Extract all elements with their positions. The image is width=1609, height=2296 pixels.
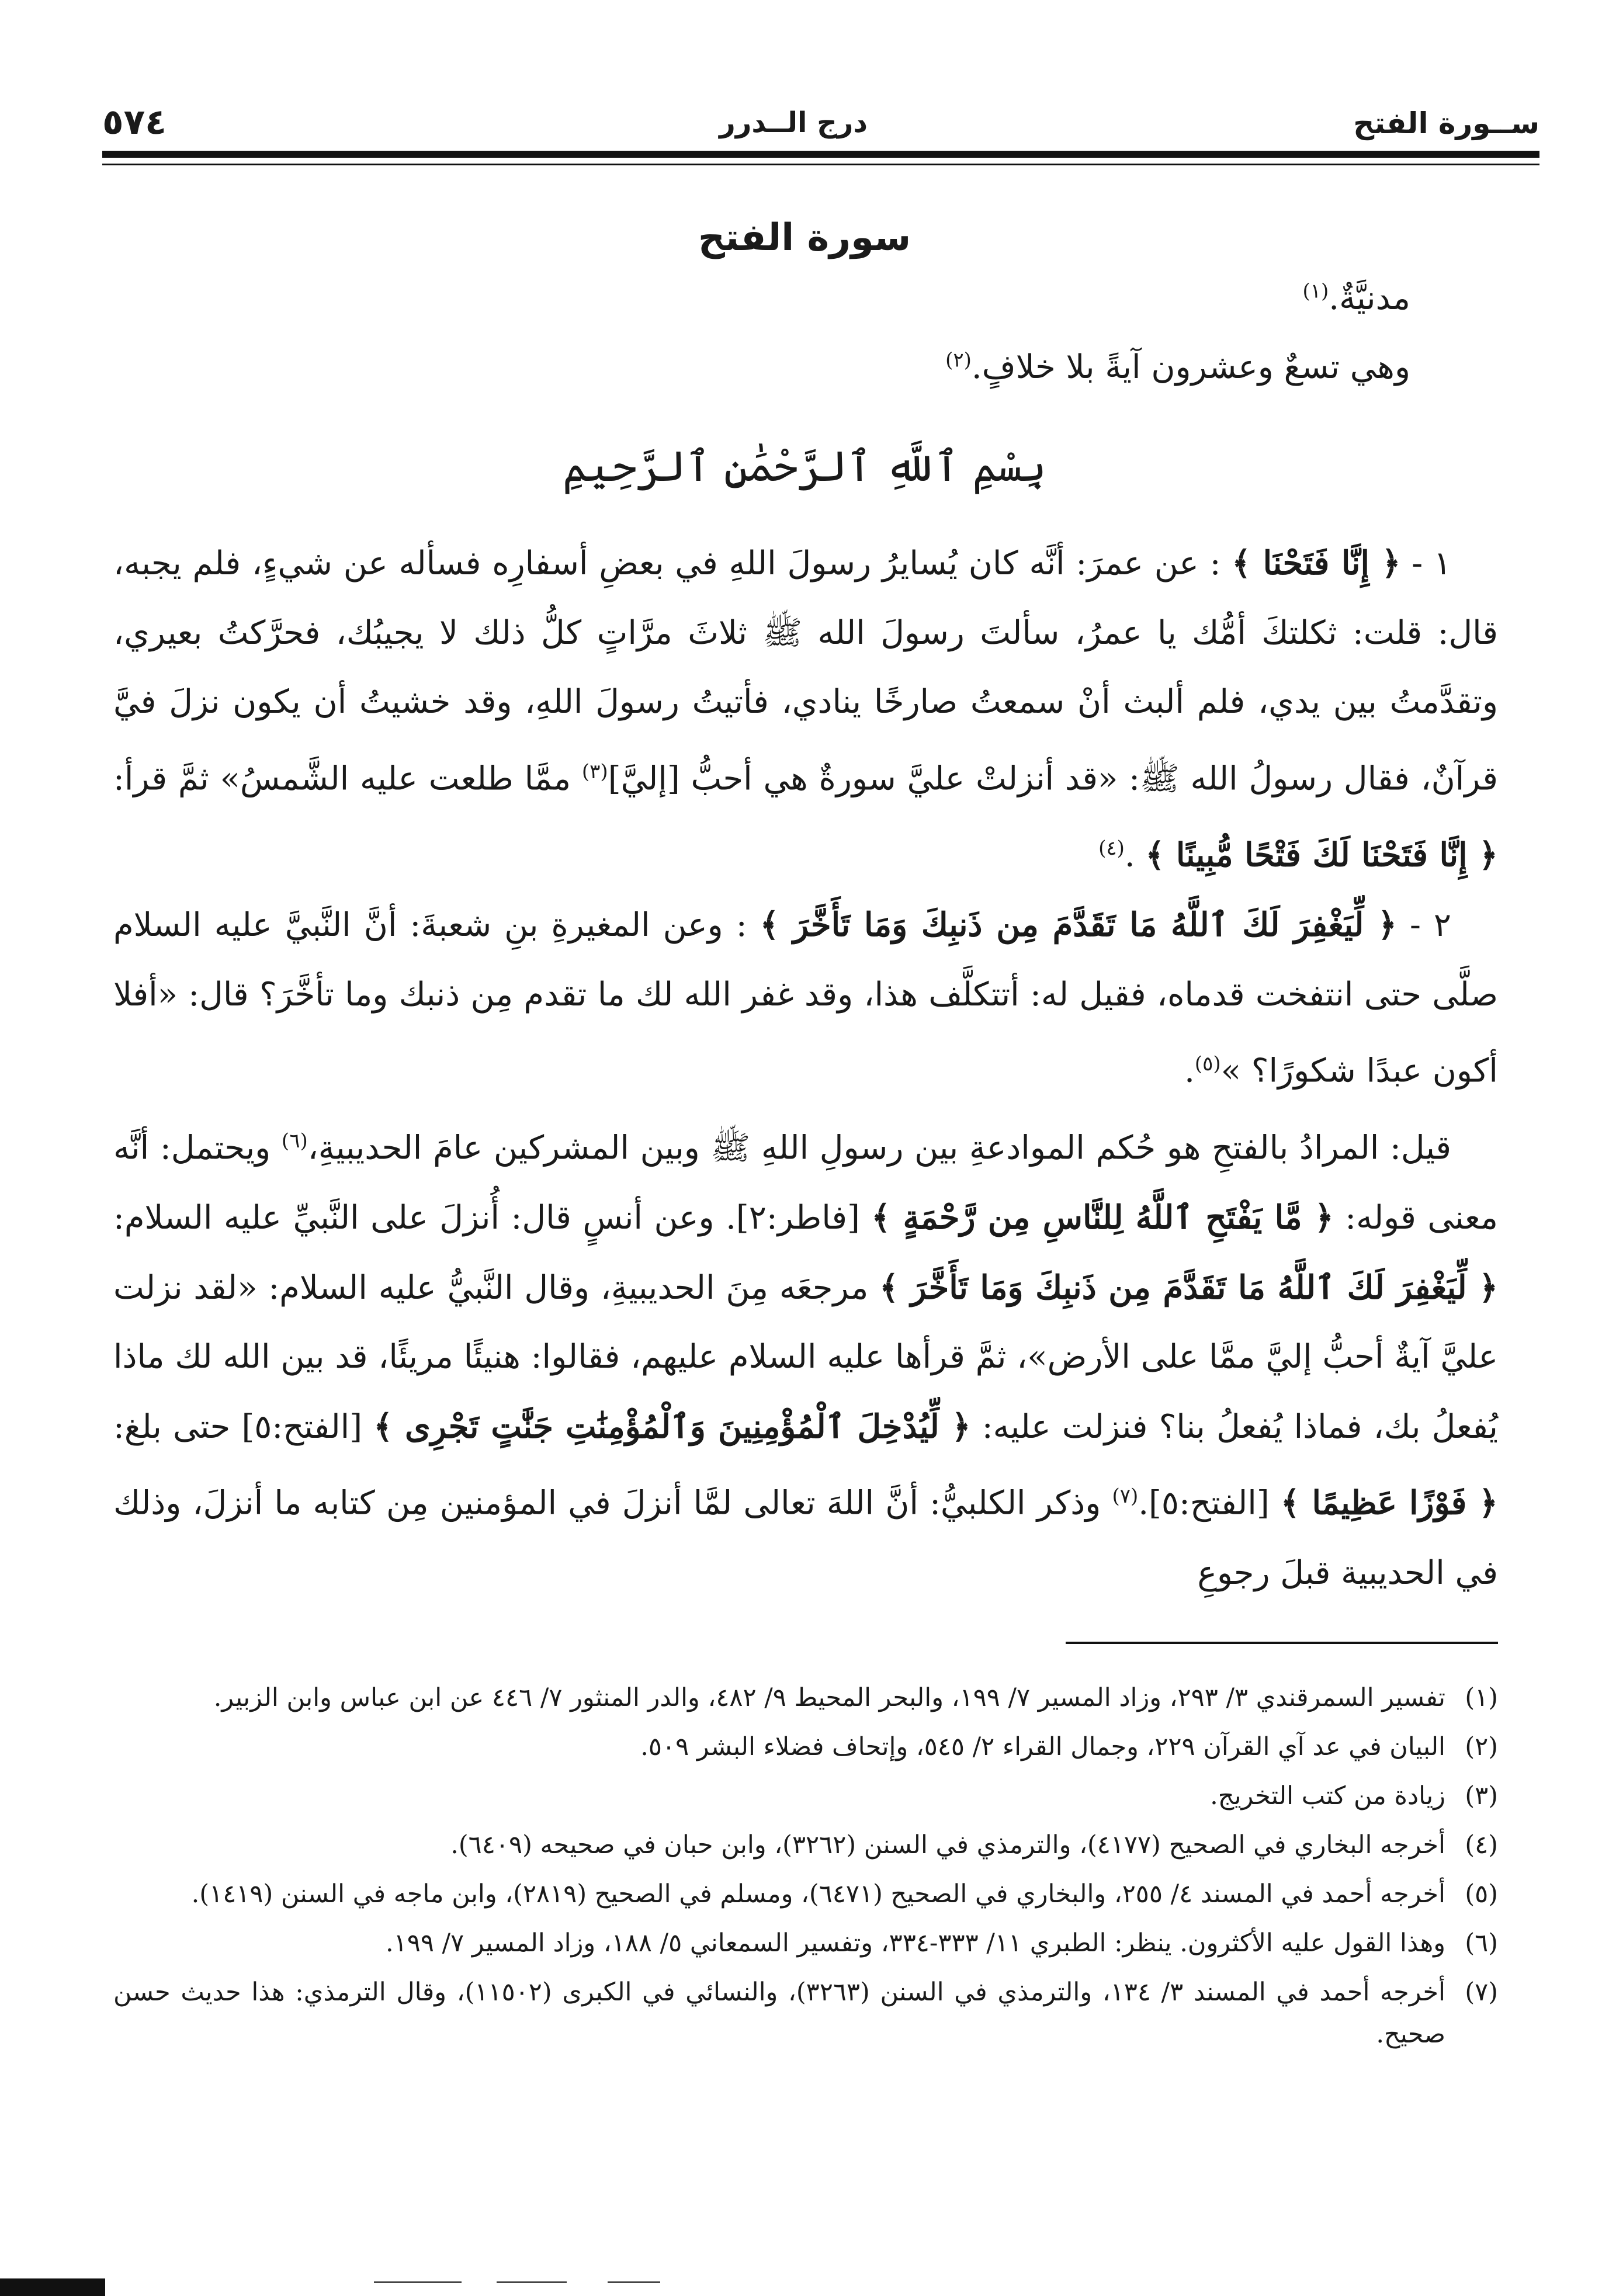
text-run: قيل: المرادُ بالفتحِ هو حُكم الموادعةِ بين رسولِ اللهِ ﷺ وبين المشركين عامَ الحديبيةِ، — [307, 1129, 1451, 1167]
footnote-ref: (٤) — [1098, 837, 1125, 861]
running-header-book-title: درج الــدرر — [719, 106, 868, 139]
footnote-ref: (٦) — [281, 1129, 308, 1153]
page-number: ٥٧٤ — [102, 102, 167, 143]
footnote-text: زيادة من كتب التخريج. — [1210, 1781, 1445, 1811]
quran-quote: ﴿ لِّيُدْخِلَ ٱلْمُؤْمِنِينَ وَٱلْمُؤْمِنَٰتِ جَنَّٰتٍ تَجْرِى ﴾ — [373, 1407, 971, 1446]
basmala: بِسْمِ ٱللَّهِ ٱلرَّحْمَٰنِ ٱلرَّحِيمِ — [562, 442, 1047, 491]
running-header-sura-name: ســورة الفتح — [1353, 106, 1539, 140]
text-run: : عن عمرَ: أنَّه كان يُسايرُ رسولَ اللهِ في بعضِ أسفارِه فسأله عن شيءٍ، فلم يجبه، قال: قلت: ثكلتكَ أمُّك يا عمرُ، سألتَ رسولَ الله ﷺ ثلاثَ مرَّاتٍ كلُّ ذلك لا يجيبُك، فحرَّكتُ بعيري، وتقدَّمتُ بين يدي، فلم ألبث أنْ سمعتُ صارخًا ينادي، فأتيتُ رسولَ اللهِ، وقد خشيتُ أن يكون نزلَ فيَّ قرآنٌ، فقال رسولُ الله ﷺ: «قد أنزلتْ عليَّ سورةٌ هي أحبُّ [إليَّ] — [113, 544, 1498, 798]
footnote — [113, 1922, 1498, 1964]
footnote — [113, 1775, 1498, 1817]
quran-quote: ﴿ إِنَّا فَتَحْنَا لَكَ فَتْحًا مُّبِينًا ﴾ — [1145, 835, 1498, 875]
footnote-number: (١) — [1465, 1683, 1498, 1712]
footnote-text: أخرجه أحمد في المسند ٣/ ١٣٤، والترمذي في السنن (٣٢٦٣)، والنسائي في الكبرى (١١٥٠٢)، وقال الترمذي: هذا حديث حسن صحيح. — [113, 1978, 1446, 2049]
commentary-paragraph — [113, 890, 1498, 1106]
footnote-text: أخرجه أحمد في المسند ٤/ ٢٥٥، والبخاري في الصحيح (٦٤٧١)، ومسلم في الصحيح (٢٨١٩)، وابن ماجه في السنن (١٤١٩). — [191, 1879, 1445, 1909]
footnote — [113, 1726, 1498, 1768]
revelation-note-text: مدنيَّةٌ. — [1329, 279, 1410, 317]
footnote — [113, 1971, 1498, 2055]
footnote-ref: (٥) — [1194, 1052, 1221, 1076]
footnote-number: (٦) — [1465, 1929, 1498, 1958]
footnote — [113, 1873, 1498, 1915]
scan-edge-mark — [608, 2281, 660, 2283]
text-run: ممَّا طلعت عليه الشَّمسُ» ثمَّ قرأ: — [113, 759, 582, 798]
footnote-ref: (٢) — [945, 348, 972, 372]
footnote-text: البيان في عد آي القرآن ٢٢٩، وجمال القراء ٢/ ٥٤٥، وإتحاف فضلاء البشر ٥٠٩. — [640, 1732, 1445, 1761]
text-run: . — [1184, 1052, 1195, 1091]
footnote-ref: (٧) — [1112, 1485, 1139, 1508]
footnote-number: (٥) — [1465, 1879, 1498, 1909]
commentary-paragraph — [113, 1107, 1498, 1608]
quran-quote: ﴿ لِّيَغْفِرَ لَكَ ٱللَّهُ مَا تَقَدَّمَ مِن ذَنبِكَ وَمَا تَأَخَّرَ ﴾ — [879, 1268, 1499, 1307]
text-run: [الفتح:٥]. — [1138, 1485, 1281, 1522]
scan-edge-mark — [497, 2281, 567, 2283]
footnote-text: تفسير السمرقندي ٣/ ٢٩٣، وزاد المسير ٧/ ١٩٩، والبحر المحيط ٩/ ٤٨٢، والدر المنثور ٧/ ٤٤٦ عن ابن عباس وابن الزبير. — [213, 1683, 1445, 1712]
text-run: . — [1124, 836, 1146, 875]
text-run: [فاطر:٢]. وعن أنسٍ قال: أُنزلَ على النَّبيِّ عليه السلام: — [113, 1198, 872, 1237]
text-run: [الفتح:٥] حتى بلغ: — [113, 1407, 374, 1446]
quran-quote: ﴿ لِّيَغْفِرَ لَكَ ٱللَّهُ مَا تَقَدَّمَ مِن ذَنبِكَ وَمَا تَأَخَّرَ ﴾ — [760, 906, 1397, 945]
quran-quote: ﴿ إِنَّا فَتَحْنَا ﴾ — [1232, 544, 1401, 582]
running-header — [102, 98, 1539, 158]
footnote-ref: (١) — [1302, 279, 1329, 303]
commentary-body — [113, 529, 1498, 1608]
text-run: : وعن المغيرةِ بنِ شعبةَ: أنَّ النَّبيَّ عليه السلام صلَّى حتى انتفخت قدماه، فقيل له: أتتكلَّف هذا، وقد غفر الله لك ما تقدم مِن ذنبك وما تأخَّرَ؟ قال: «أفلا أكون عبدًا شكورًا؟ » — [113, 906, 1498, 1091]
footnote-ref: (٣) — [581, 759, 608, 783]
footnotes — [113, 1677, 1498, 2062]
text-run: ١ - — [1400, 544, 1451, 582]
scan-edge-mark — [374, 2281, 462, 2283]
text-run: ويحتمل: أنَّه معنى قوله: — [113, 1129, 1498, 1237]
text-run: مرجعَه مِنَ الحديبيةِ، وقال النَّبيُّ عليه السلام: «لقد نزلت عليَّ آيةٌ أحبُّ إليَّ ممَّا على الأرض»، ثمَّ قرأها عليه السلام عليهم، فقالوا: هنيئًا مريئًا، قد بين الله لك ماذا يُفعلُ بك، فماذا يُفعلُ بنا؟ فنزلت عليه: — [113, 1268, 1498, 1446]
text-run: ٢ - — [1396, 906, 1451, 945]
surah-title: سورة الفتح — [698, 216, 911, 259]
footnote-number: (٤) — [1465, 1830, 1498, 1860]
footnote-text: أخرجه البخاري في الصحيح (٤١٧٧)، والترمذي في السنن (٣٢٦٢)، وابن حبان في صحيحه (٦٤٠٩). — [450, 1830, 1445, 1860]
footnote — [113, 1824, 1498, 1866]
footnote-separator — [1066, 1642, 1498, 1644]
scan-edge-mark — [0, 2278, 105, 2296]
header-divider — [102, 164, 1539, 165]
commentary-paragraph — [113, 529, 1498, 890]
verse-count-note — [945, 348, 1410, 386]
revelation-note — [1303, 279, 1411, 317]
footnote-number: (٢) — [1465, 1732, 1498, 1761]
quran-quote: ﴿ مَّا يَفْتَحِ ٱللَّهُ لِلنَّاسِ مِن رَّحْمَةٍ ﴾ — [871, 1198, 1334, 1237]
quran-quote: ﴿ فَوْزًا عَظِيمًا ﴾ — [1280, 1484, 1498, 1522]
footnote-number: (٣) — [1465, 1781, 1498, 1811]
verse-count-text: وهي تسعٌ وعشرون آيةً بلا خلافٍ. — [971, 348, 1410, 386]
footnote-text: وهذا القول عليه الأكثرون. ينظر: الطبري ١١/ ٣٣٣-٣٣٤، وتفسير السمعاني ٥/ ١٨٨، وزاد المسير ٧/ ١٩٩. — [385, 1929, 1445, 1958]
text-run: وذكر الكلبيُّ: أنَّ اللهَ تعالى لمَّا أنزلَ في المؤمنين مِن كتابه ما أنزلَ، وذلك في الحديبية قبلَ رجوعِ — [113, 1485, 1498, 1592]
footnote — [113, 1677, 1498, 1719]
footnote-number: (٧) — [1465, 1978, 1498, 2007]
